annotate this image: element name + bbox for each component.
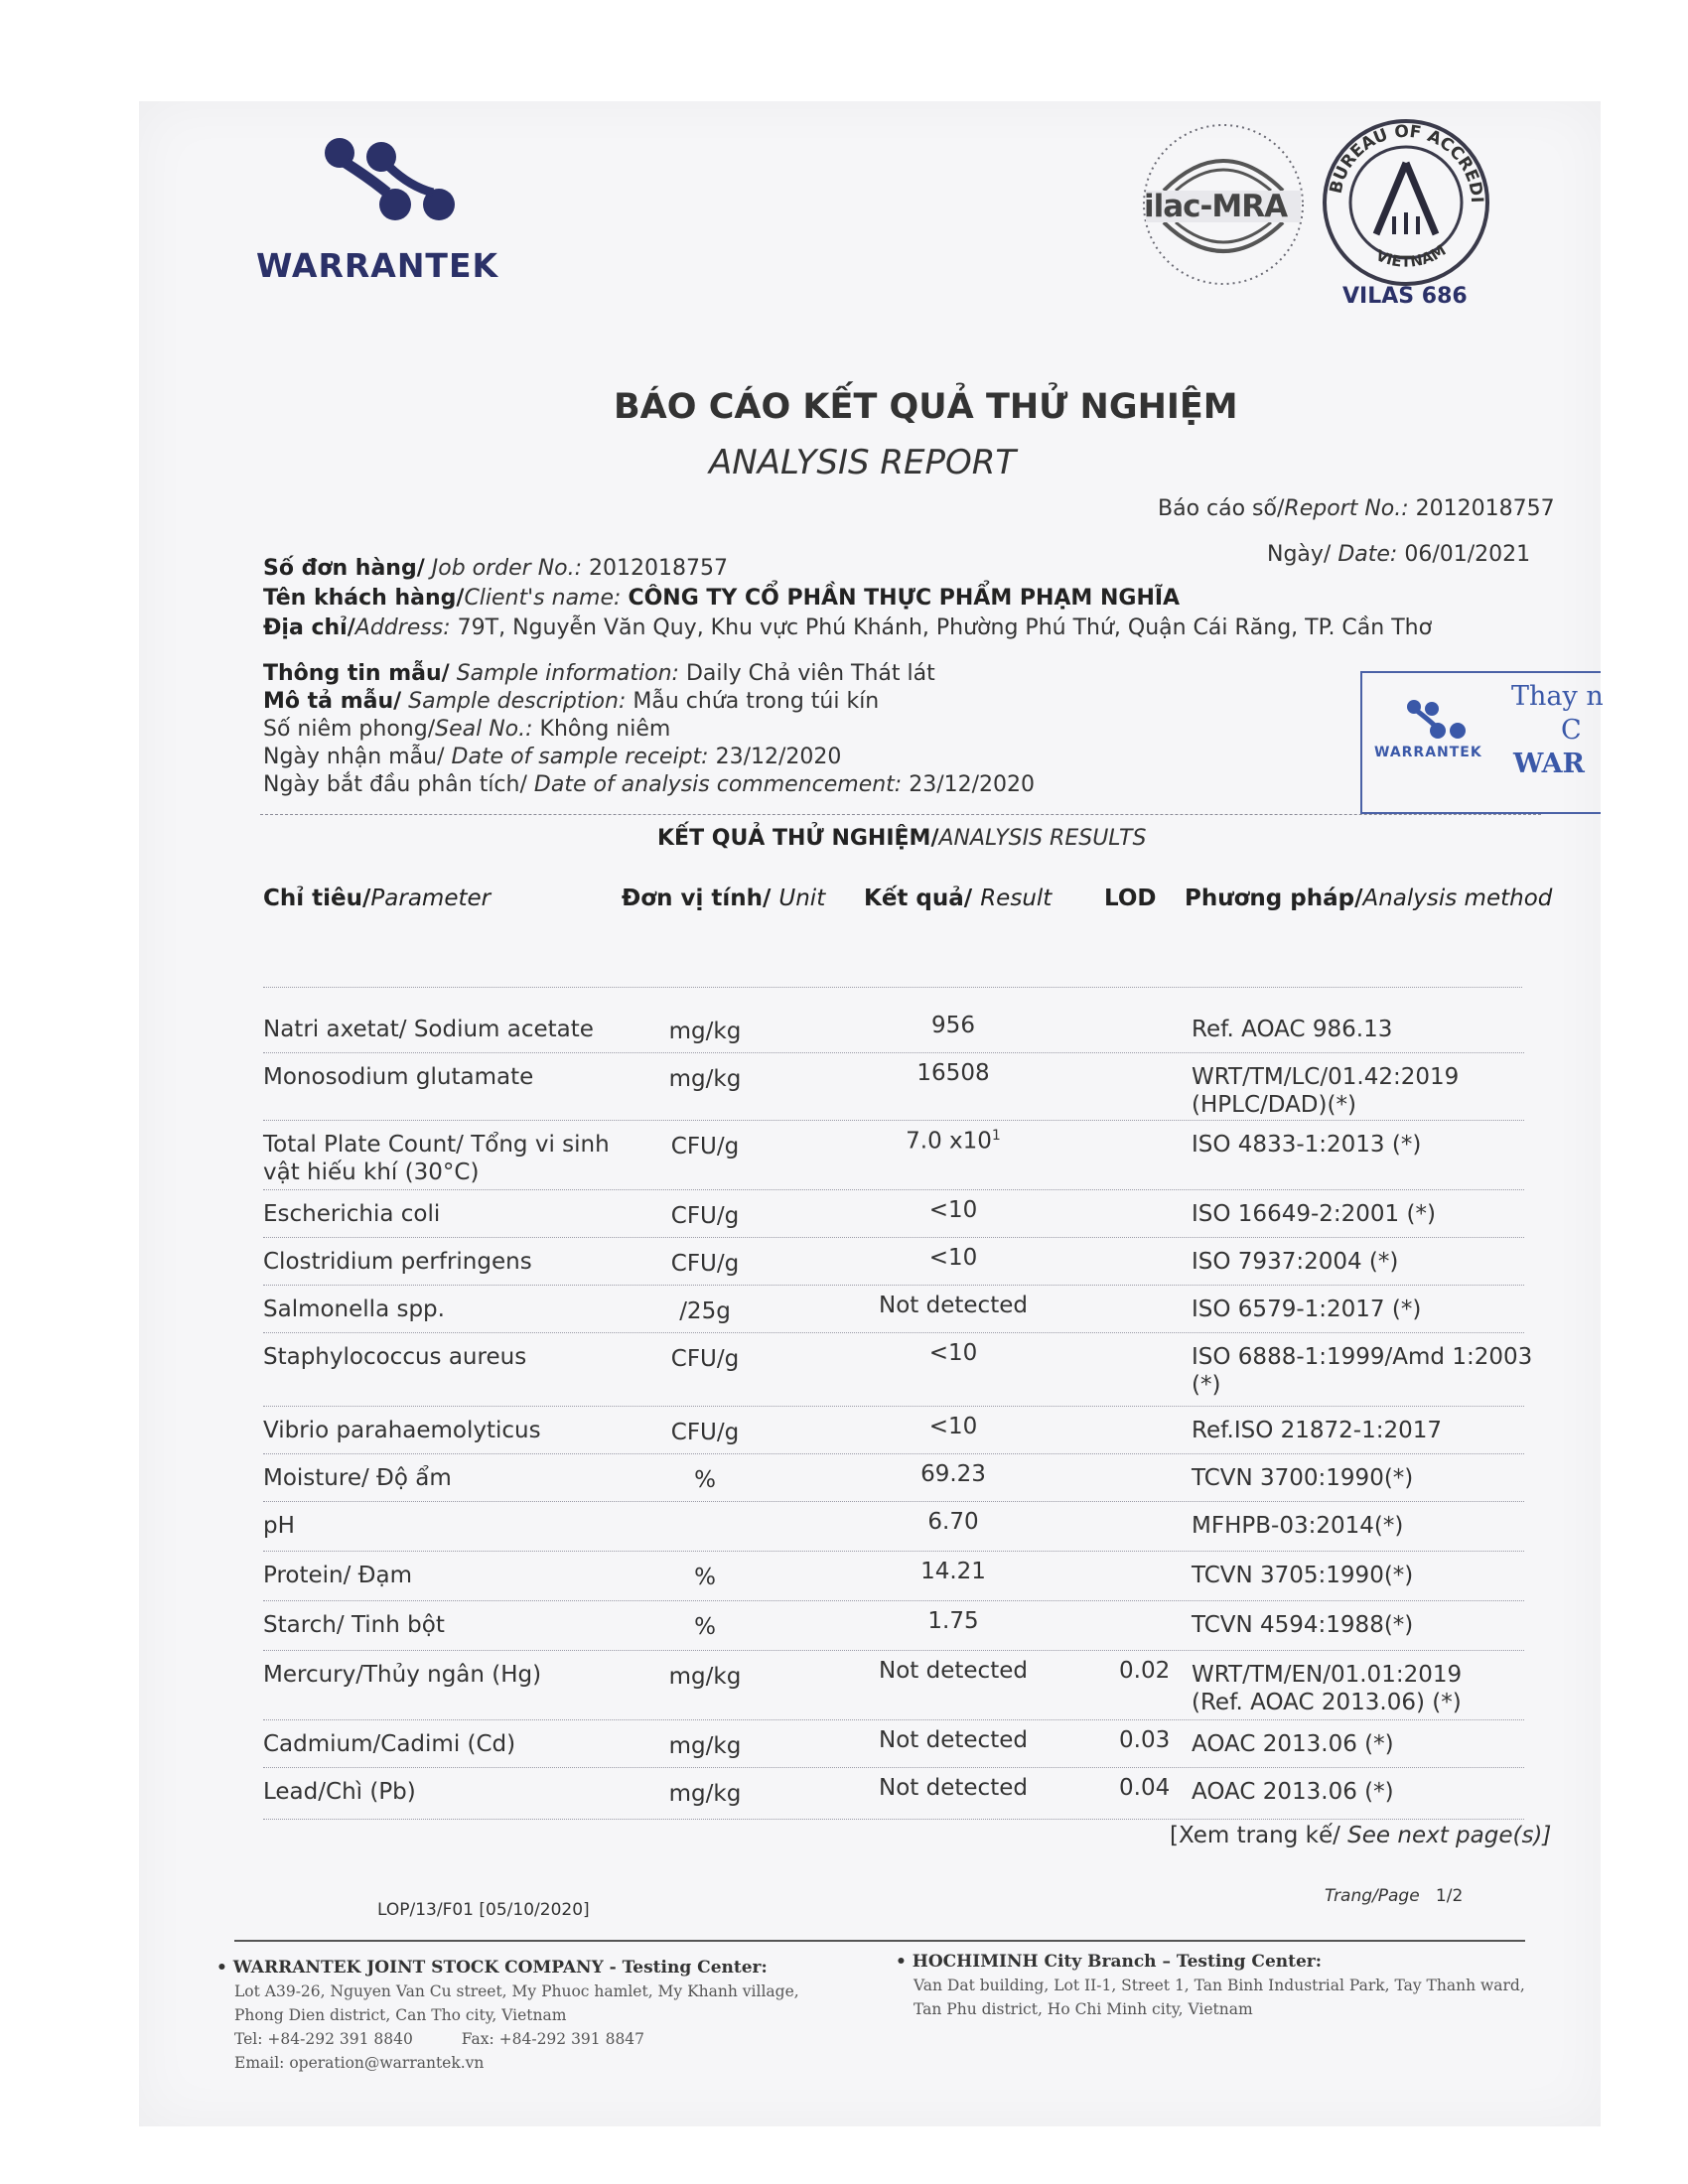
row-method: TCVN 3705:1990(*): [1192, 1563, 1414, 1588]
row-unit: mg/kg: [668, 1019, 742, 1044]
report-title-en: ANALYSIS REPORT: [709, 443, 1017, 482]
address-line: [263, 615, 1432, 640]
row-separator: [263, 1332, 1524, 1334]
row-unit: mg/kg: [668, 1781, 742, 1807]
row-result-base: 7.0 x10: [906, 1128, 992, 1155]
row-method: WRT/TM/LC/01.42:2019: [1192, 1064, 1460, 1090]
row-method: AOAC 2013.06 (*): [1192, 1779, 1394, 1805]
row-unit: /25g: [679, 1298, 731, 1324]
row-result: 956: [931, 1013, 975, 1038]
report-no-label-en: Report No.:: [1284, 496, 1409, 521]
row-separator: [263, 1650, 1524, 1652]
row-separator: [263, 1719, 1524, 1721]
row-method: TCVN 4594:1988(*): [1192, 1612, 1414, 1638]
client-name-value: CÔNG TY CỔ PHẦN THỰC PHẨM PHẠM NGHĨA: [628, 586, 1181, 611]
row-result: <10: [928, 1340, 978, 1366]
row-parameter: pH: [263, 1513, 295, 1539]
row-unit: mg/kg: [668, 1066, 742, 1092]
vilas-number: VILAS 686: [1342, 284, 1468, 309]
row-result: 16508: [916, 1060, 990, 1086]
stamp-line-3: WAR: [1513, 749, 1585, 779]
row-unit: %: [694, 1467, 716, 1493]
footer-left-fax: Fax: +84-292 391 8847: [461, 2030, 645, 2048]
report-date-line: [1267, 542, 1530, 567]
boa-ring-text: BUREAU OF ACCREDI: [1326, 121, 1487, 204]
col-param-en: Parameter: [370, 886, 492, 911]
row-separator: [263, 1237, 1524, 1239]
row-result: <10: [928, 1414, 978, 1439]
row-lod: 0.02: [1119, 1658, 1171, 1684]
boa-seal-icon: [1321, 117, 1491, 288]
address-label-en: Address:: [354, 615, 451, 640]
col-result-en: Result: [980, 886, 1053, 911]
col-unit-en: Unit: [778, 886, 826, 911]
row-method: WRT/TM/EN/01.01:2019: [1192, 1662, 1463, 1688]
seal-line: [263, 717, 670, 742]
see-next-en: See next page(s)]: [1347, 1823, 1552, 1848]
row-method-line2: (HPLC/DAD)(*): [1192, 1092, 1356, 1118]
row-method: TCVN 3700:1990(*): [1192, 1465, 1414, 1491]
report-no-value: 2012018757: [1415, 496, 1555, 521]
row-unit: %: [694, 1614, 716, 1640]
receipt-label-vn: Ngày nhận mẫu/: [263, 745, 445, 769]
row-parameter: Protein/ Đạm: [263, 1563, 413, 1588]
report-title-vn: BÁO CÁO KẾT QUẢ THỬ NGHIỆM: [614, 387, 1238, 427]
client-name-label-en: Client's name:: [464, 586, 622, 611]
row-separator: [263, 1120, 1524, 1122]
row-method-line2: (*): [1192, 1372, 1221, 1398]
row-parameter: Clostridium perfringens: [263, 1249, 532, 1275]
job-order-label-vn: Số đơn hàng/: [263, 556, 425, 581]
footer-left-line2: Phong Dien district, Can Tho city, Vietnam: [234, 2006, 567, 2024]
row-method: ISO 6888-1:1999/Amd 1:2003: [1192, 1344, 1533, 1370]
col-unit-vn: Đơn vị tính/: [622, 886, 772, 911]
row-unit: CFU/g: [670, 1251, 740, 1277]
svg-text:VIETNAM: [1373, 241, 1449, 271]
row-result: 69.23: [920, 1461, 986, 1487]
seal-label-vn: Số niêm phong/: [263, 717, 436, 742]
row-result: <10: [928, 1245, 978, 1271]
report-no-line: [1158, 496, 1555, 521]
row-unit: mg/kg: [668, 1733, 742, 1759]
row-parameter: Mercury/Thủy ngân (Hg): [263, 1662, 542, 1688]
footer-left-tel: Tel: +84-292 391 8840: [234, 2030, 413, 2048]
row-separator: [263, 1501, 1524, 1503]
row-separator: [263, 1551, 1524, 1553]
row-result-exponent: 1: [991, 1128, 1001, 1144]
company-logo-text: WARRANTEK: [256, 246, 499, 285]
sample-info-label-en: Sample information:: [456, 661, 679, 686]
receipt-value: 23/12/2020: [715, 745, 842, 769]
footer-right-line2: Tan Phu district, Ho Chi Minh city, Vietnam: [914, 2000, 1253, 2018]
page-indicator: [1325, 1886, 1463, 1906]
report-no-label-vn: Báo cáo số/: [1158, 496, 1285, 521]
commence-value: 23/12/2020: [909, 772, 1036, 797]
report-date-label-vn: Ngày/: [1267, 542, 1332, 567]
col-header-lod: LOD: [1104, 886, 1157, 911]
commence-line: [263, 772, 1035, 797]
row-parameter: Salmonella spp.: [263, 1297, 445, 1322]
see-next-vn: [Xem trang kế/: [1170, 1823, 1340, 1848]
row-parameter: Cadmium/Cadimi (Cd): [263, 1731, 516, 1757]
row-result: Not detected: [879, 1775, 1028, 1801]
row-lod: 0.04: [1119, 1775, 1171, 1801]
job-order-line: [263, 556, 728, 581]
job-order-value: 2012018757: [589, 556, 729, 581]
row-method: ISO 7937:2004 (*): [1192, 1249, 1399, 1275]
row-result: <10: [928, 1197, 978, 1223]
client-name-line: [263, 586, 1180, 611]
row-separator: [263, 1189, 1524, 1191]
row-parameter: Staphylococcus aureus: [263, 1344, 527, 1370]
row-separator: [263, 1819, 1524, 1821]
col-header-method: [1185, 886, 1552, 911]
receipt-line: [263, 745, 841, 769]
row-result: Not detected: [879, 1658, 1028, 1684]
sample-desc-value: Mẫu chứa trong túi kín: [633, 689, 880, 714]
col-header-parameter: [263, 886, 491, 911]
row-result: Not detected: [879, 1293, 1028, 1318]
boa-seal: [1321, 117, 1491, 288]
row-unit: %: [694, 1565, 716, 1590]
results-title-en: ANALYSIS RESULTS: [938, 826, 1147, 851]
results-title: [657, 826, 1146, 851]
footer-left: [216, 1956, 799, 2075]
row-separator: [263, 1406, 1524, 1408]
row-parameter: Monosodium glutamate: [263, 1064, 534, 1090]
col-result-vn: Kết quả/: [864, 886, 973, 911]
sample-info-label-vn: Thông tin mẫu/: [263, 661, 450, 686]
footer-right-line1: Van Dat building, Lot II-1, Street 1, Tan Binh Industrial Park, Tay Thanh ward,: [914, 1977, 1525, 1994]
ilac-mra-text: ilac-MRA: [1144, 189, 1288, 224]
col-header-result: [864, 886, 1052, 911]
form-code: LOP/13/F01 [05/10/2020]: [377, 1900, 590, 1920]
warrantek-logo-icon: [316, 131, 465, 230]
sample-desc-label-vn: Mô tả mẫu/: [263, 689, 402, 714]
report-date-label-en: Date:: [1337, 542, 1398, 567]
row-parameter: Natri axetat/ Sodium acetate: [263, 1017, 594, 1042]
row-method: Ref.ISO 21872-1:2017: [1192, 1418, 1443, 1443]
row-method: ISO 16649-2:2001 (*): [1192, 1201, 1436, 1227]
col-param-vn: Chỉ tiêu/: [263, 886, 371, 911]
row-parameter: Escherichia coli: [263, 1201, 441, 1227]
report-date-value: 06/01/2021: [1404, 542, 1531, 567]
row-result: Not detected: [879, 1727, 1028, 1753]
row-unit: CFU/g: [670, 1346, 740, 1372]
row-separator: [263, 1052, 1524, 1054]
row-separator: [263, 1285, 1524, 1287]
stamp-logo-icon: [1402, 697, 1472, 745]
sample-info-value: Daily Chả viên Thát lát: [685, 661, 935, 686]
seal-value: Không niêm: [539, 717, 671, 742]
row-result: 1.75: [927, 1608, 979, 1634]
footer-rule: [234, 1940, 1525, 1942]
row-method: Ref. AOAC 986.13: [1192, 1017, 1393, 1042]
row-method: AOAC 2013.06 (*): [1192, 1731, 1394, 1757]
row-parameter-line2: vật hiếu khí (30°C): [263, 1160, 480, 1185]
row-unit: CFU/g: [670, 1134, 740, 1160]
row-method: ISO 4833-1:2013 (*): [1192, 1132, 1422, 1158]
info-separator: [260, 814, 1541, 815]
col-method-en: Analysis method: [1362, 886, 1553, 911]
page-value: 1/2: [1435, 1886, 1464, 1906]
footer-left-title: • WARRANTEK JOINT STOCK COMPANY - Testing Center:: [216, 1958, 768, 1978]
row-method-line2: (Ref. AOAC 2013.06) (*): [1192, 1690, 1462, 1715]
stamp-line-1: Thay n: [1511, 681, 1604, 712]
ilac-mra-seal: [1140, 121, 1307, 288]
client-name-label-vn: Tên khách hàng/: [263, 586, 465, 611]
row-result: 6.70: [927, 1509, 979, 1535]
receipt-label-en: Date of sample receipt:: [451, 745, 709, 769]
table-top-separator: [263, 987, 1522, 989]
commence-label-en: Date of analysis commencement:: [533, 772, 903, 797]
row-parameter: Lead/Chì (Pb): [263, 1779, 416, 1805]
sample-desc-label-en: Sample description:: [408, 689, 627, 714]
footer-left-email: Email: operation@warrantek.vn: [234, 2054, 485, 2072]
row-parameter: Moisture/ Độ ẩm: [263, 1465, 452, 1491]
footer-right: [896, 1950, 1525, 2021]
row-lod: 0.03: [1119, 1727, 1171, 1753]
blue-stamp: [1360, 671, 1604, 814]
footer-right-title: • HOCHIMINH City Branch – Testing Center:: [896, 1952, 1323, 1972]
page-label: Trang/Page: [1325, 1886, 1420, 1906]
row-parameter: Vibrio parahaemolyticus: [263, 1418, 541, 1443]
sample-info-line: [263, 661, 935, 686]
stamp-logo-text: WARRANTEK: [1374, 745, 1482, 760]
col-header-unit: [622, 886, 825, 911]
job-order-label-en: Job order No.:: [431, 556, 583, 581]
stamp-line-2: C: [1561, 715, 1582, 746]
results-title-vn: KẾT QUẢ THỬ NGHIỆM/: [657, 826, 939, 851]
row-parameter: Starch/ Tinh bột: [263, 1612, 445, 1638]
row-separator: [263, 1600, 1524, 1602]
address-value: 79T, Nguyễn Văn Quy, Khu vực Phú Khánh, Phường Phú Thứ, Quận Cái Răng, TP. Cần Thơ: [457, 615, 1433, 640]
row-unit: CFU/g: [670, 1203, 740, 1229]
address-label-vn: Địa chỉ/: [263, 615, 355, 640]
row-separator: [263, 1767, 1524, 1769]
row-parameter: Total Plate Count/ Tổng vi sinh: [263, 1132, 610, 1158]
row-separator: [263, 1453, 1524, 1455]
row-method: ISO 6579-1:2017 (*): [1192, 1297, 1422, 1322]
footer-left-line1: Lot A39-26, Nguyen Van Cu street, My Phuoc hamlet, My Khanh village,: [234, 1982, 799, 2000]
boa-country-text: VIETNAM: [1373, 240, 1450, 271]
see-next-page: [1170, 1823, 1551, 1848]
sample-desc-line: [263, 689, 879, 714]
row-result: [906, 1128, 1001, 1155]
row-unit: CFU/g: [670, 1420, 740, 1445]
col-method-vn: Phương pháp/: [1185, 886, 1363, 911]
commence-label-vn: Ngày bắt đầu phân tích/: [263, 772, 527, 797]
row-method: MFHPB-03:2014(*): [1192, 1513, 1404, 1539]
seal-label-en: Seal No.:: [435, 717, 533, 742]
row-unit: mg/kg: [668, 1664, 742, 1690]
row-result: 14.21: [920, 1559, 986, 1584]
